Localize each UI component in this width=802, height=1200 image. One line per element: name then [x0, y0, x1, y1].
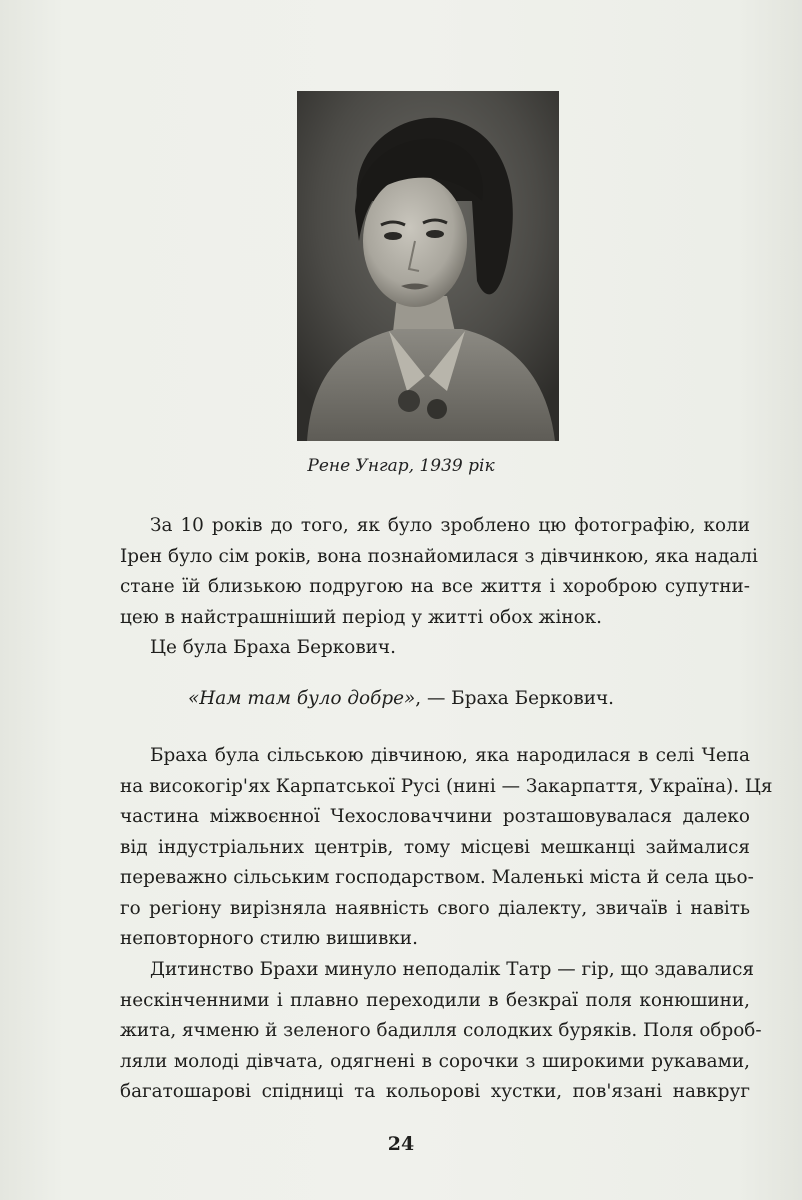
paragraph-1-line: Ірен було сім років, вона познайомилася з дівчинкою, яка надалі: [120, 545, 758, 567]
epigraph-attribution: , — Браха Беркович.: [415, 688, 614, 709]
paragraph-3-line: го регіону вирізняла наявність свого діалекту, звичаїв і навіть: [120, 897, 750, 919]
paragraph-4-line: Дитинство Брахи минуло неподалік Татр — гір, що здавалися: [150, 959, 755, 980]
paragraph-3-line: частина міжвоєнної Чехословаччини розташовувалася далеко: [120, 806, 750, 827]
epigraph: [0, 688, 802, 709]
paragraph-3-line: Браха була сільською дівчиною, яка народилася в селі Чепа: [150, 745, 750, 766]
paragraph-4-line: жита, ячменю й зеленого бадилля солодких буряків. Поля оброб-: [120, 1020, 762, 1041]
portrait-photo: [297, 91, 559, 441]
paragraph-4-line: ляли молоді дівчата, одягнені в сорочки з широкими рукавами,: [120, 1050, 750, 1072]
photo-caption: Рене Унгар, 1939 рік: [307, 456, 495, 476]
paragraph-3-line: на високогір'ях Карпатської Русі (нині — Закарпаття, Україна). Ця: [120, 775, 773, 797]
paragraph-4: [120, 955, 762, 1108]
page-number: 24: [387, 1133, 415, 1155]
paragraph-2: [120, 633, 750, 664]
paragraph-3: [120, 741, 773, 955]
paragraph-2-line: Це була Браха Беркович.: [150, 637, 396, 658]
paragraph-1-line: За 10 років до того, як було зроблено цю фотографію, коли: [150, 515, 750, 536]
epigraph-quote: «Нам там було добре»: [188, 688, 416, 709]
paragraph-4-line: нескінченними і плавно переходили в безкраї поля конюшини,: [120, 989, 750, 1011]
paragraph-4-line: багатошарові спідниці та кольорові хустки, пов'язані навкруг: [120, 1081, 750, 1102]
paragraph-3-line: неповторного стилю вишивки.: [120, 928, 418, 949]
paragraph-1: [120, 511, 758, 633]
paragraph-3-line: переважно сільським господарством. Маленькі міста й села цьо-: [120, 867, 754, 888]
paragraph-3-line: від індустріальних центрів, тому місцеві мешканці займалися: [120, 836, 750, 858]
paragraph-1-line: цею в найстрашніший період у житті обох жінок.: [120, 606, 603, 628]
paragraph-1-line: стане їй близькою подругою на все життя і хороброю супутни-: [120, 576, 750, 597]
